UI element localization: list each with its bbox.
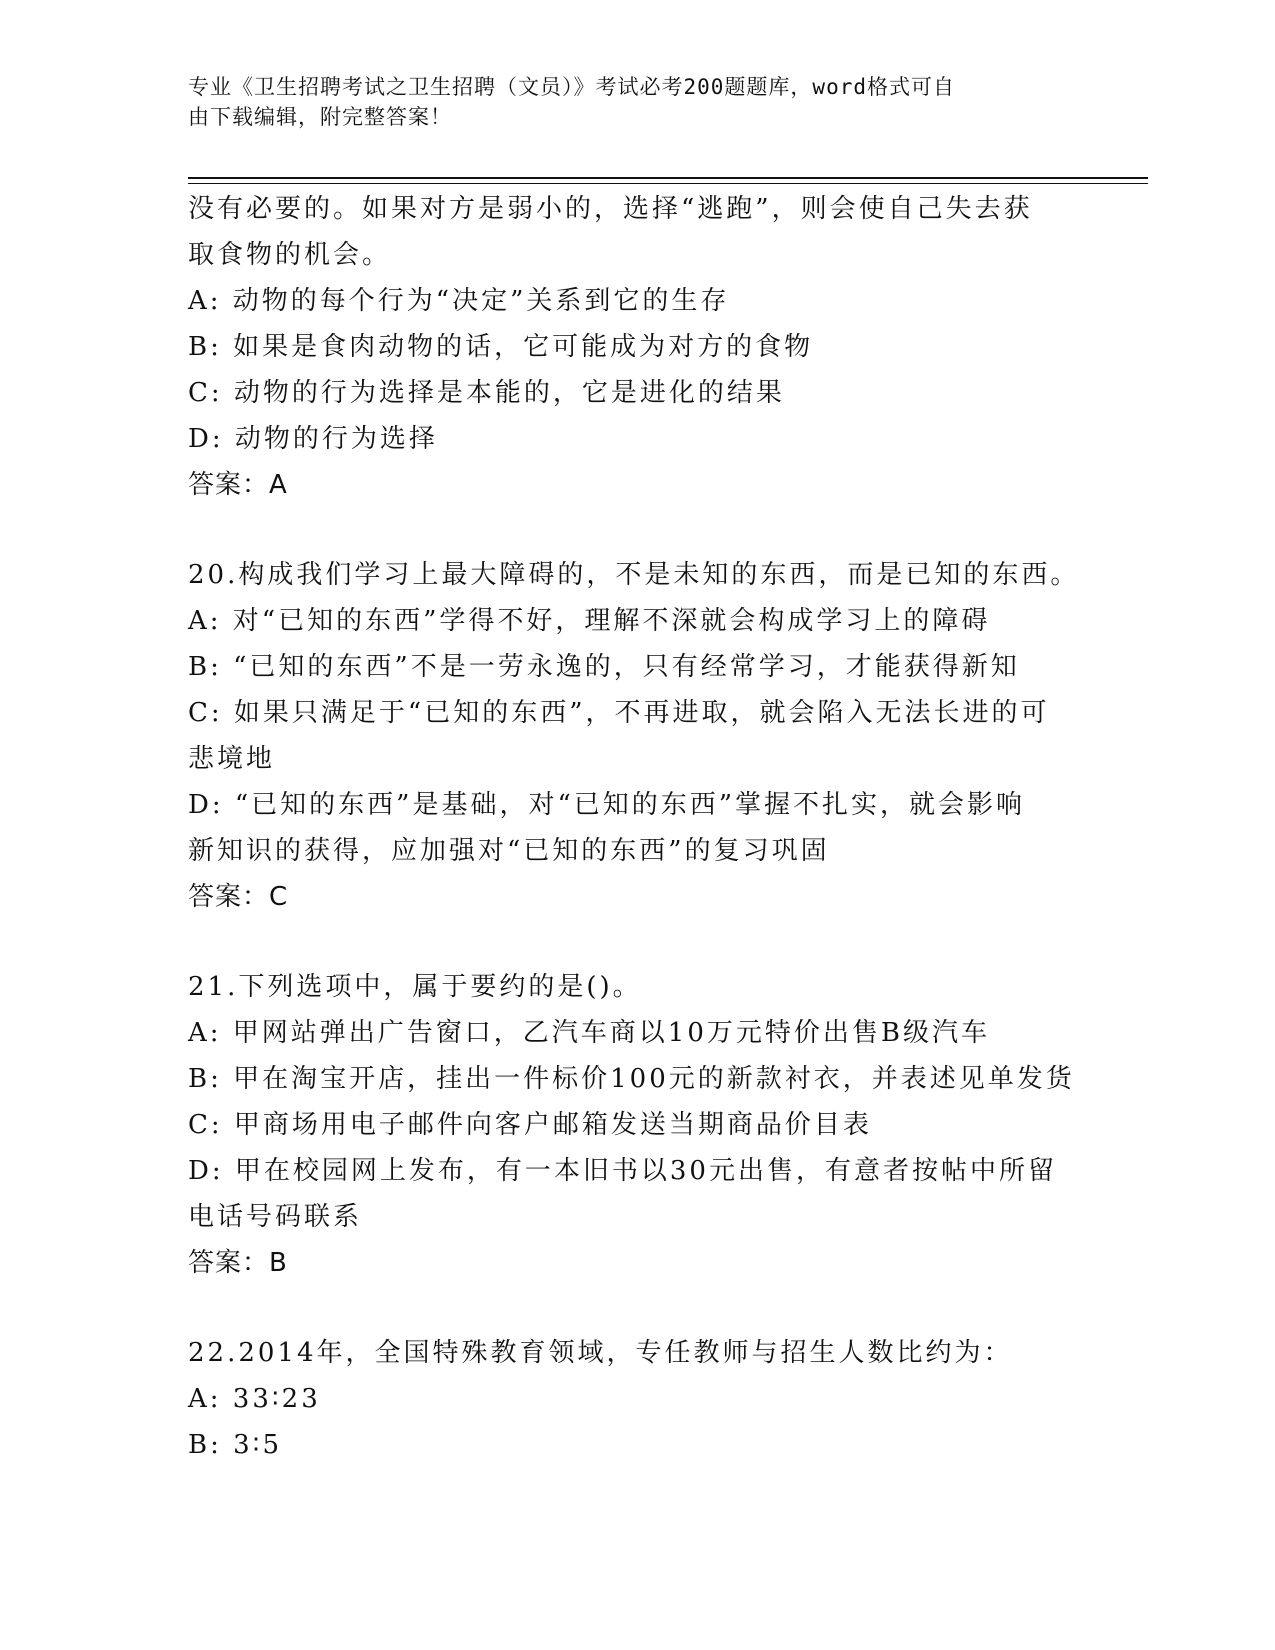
option-b: B: 3∶5 [188, 1430, 282, 1460]
option-d: D: 动物的行为选择 [188, 424, 438, 454]
option-a: A: 33∶23 [188, 1384, 321, 1414]
question-stem: 22.2014年，全国特殊教育领域，专任教师与招生人数比约为： [188, 1338, 1013, 1368]
header-rule-thick [188, 177, 1148, 179]
option-a: A: 甲网站弹出广告窗口，乙汽车商以10万元特价出售B级汽车 [188, 1018, 990, 1048]
option-c: C: 动物的行为选择是本能的，它是进化的结果 [188, 378, 785, 408]
question-stem: 21.下列选项中，属于要约的是()。 [188, 972, 642, 1002]
question-stem: 20.构成我们学习上最大障碍的，不是未知的东西，而是已知的东西。 [188, 560, 1080, 590]
answer-line: 答案：B [188, 1248, 288, 1278]
option-a: A: 动物的每个行为“决定”关系到它的生存 [188, 286, 730, 316]
header-line-2: 由下载编辑，附完整答案！ [188, 105, 452, 129]
question-20 [188, 552, 1088, 920]
option-c: C: 如果只满足于“已知的东西”，不再进取，就会陷入无法长进的可 [188, 698, 1050, 728]
spacer [188, 1286, 1088, 1330]
answer-line: 答案：A [188, 470, 288, 500]
option-d: D: 甲在校园网上发布，有一本旧书以30元出售，有意者按帖中所留 [188, 1156, 1057, 1186]
header-rule-thin [188, 183, 1148, 184]
option-c: C: 甲商场用电子邮件向客户邮箱发送当期商品价目表 [188, 1110, 872, 1140]
document-header [188, 72, 1068, 132]
question-19 [188, 186, 1088, 508]
answer-line: 答案：C [188, 882, 289, 912]
spacer [188, 920, 1088, 964]
option-d-continued: 新知识的获得，应加强对“已知的东西”的复习巩固 [188, 836, 830, 866]
question-21 [188, 964, 1088, 1286]
option-d-continued: 电话号码联系 [188, 1202, 363, 1232]
option-d: D: “已知的东西”是基础，对“已知的东西”掌握不扎实，就会影响 [188, 790, 1026, 820]
option-b: B: 如果是食肉动物的话，它可能成为对方的食物 [188, 332, 814, 362]
option-b: B: “已知的东西”不是一劳永逸的，只有经常学习，才能获得新知 [188, 652, 1020, 682]
option-c-continued: 悲境地 [188, 744, 276, 774]
question-22 [188, 1330, 1088, 1468]
question-content [188, 186, 1088, 1468]
question-continuation: 没有必要的。如果对方是弱小的，选择“逃跑”，则会使自己失去获 [188, 194, 1033, 224]
option-a: A: 对“已知的东西”学得不好，理解不深就会构成学习上的障碍 [188, 606, 991, 636]
header-line-1: 专业《卫生招聘考试之卫生招聘（文员）》考试必考200题题库，word格式可自 [188, 75, 955, 99]
question-continuation: 取食物的机会。 [188, 240, 392, 270]
option-b: B: 甲在淘宝开店，挂出一件标价100元的新款衬衣，并表述见单发货 [188, 1064, 1075, 1094]
spacer [188, 508, 1088, 552]
